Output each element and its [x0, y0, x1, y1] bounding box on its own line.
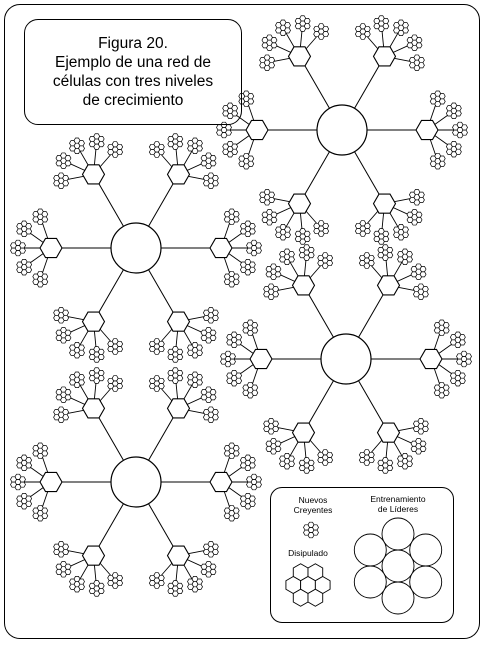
figure-title-box [24, 19, 242, 125]
figure-title-line-1: Figura 20. [98, 35, 168, 52]
legend-leader-training-label [356, 494, 440, 514]
legend-leader-training-line-2: de Líderes [377, 504, 419, 514]
figure-title-line-2: Ejemplo de una red de [55, 54, 211, 71]
legend-new-believers-label [282, 495, 344, 515]
legend-new-believers-line-2: Creyentes [293, 505, 333, 515]
legend-new-believers-line-1: Nuevos [298, 495, 328, 505]
figure-title-line-3: células con tres niveles [52, 73, 214, 90]
legend-discipleship-label: Disipulado [288, 548, 328, 558]
figure-title-line-4: de crecimiento [82, 92, 184, 109]
legend-leader-training-line-1: Entrenamiento [370, 494, 426, 504]
